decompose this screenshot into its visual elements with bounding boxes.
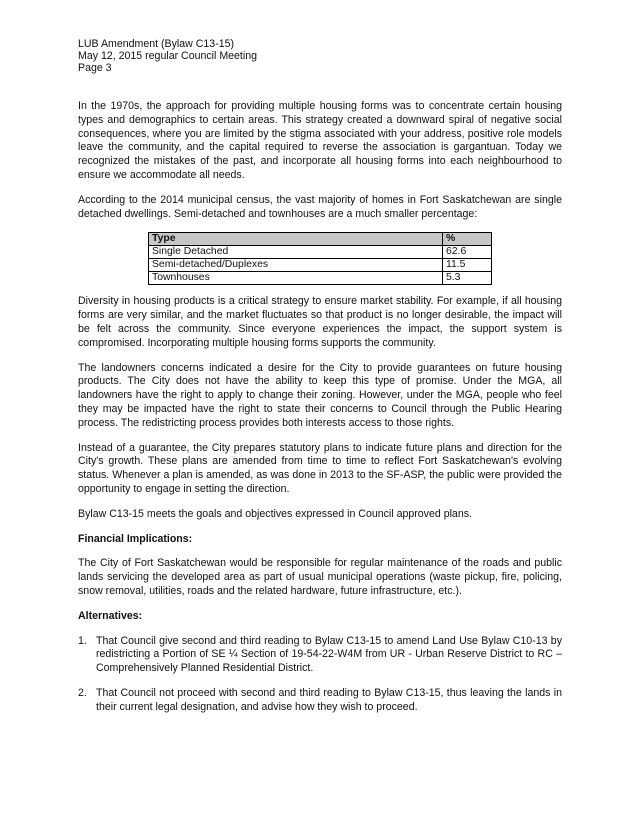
table-row [149, 272, 492, 285]
header-page-number: Page 3 [78, 62, 112, 75]
paragraph-diversity: Diversity in housing products is a critical strategy to ensure market stability. For example, if all housing forms are very similar, and the market fluctuates so that product is no longer desirable, the impact will be felt across the community. Since everyone experiences the impact, the support system is compromised. Incorporating multiple housing forms supports the community. [78, 295, 562, 349]
list-item [78, 635, 562, 676]
alternatives-list [78, 635, 562, 715]
financial-implications-heading: Financial Implications: [78, 532, 193, 545]
list-item-number: 1. [78, 634, 87, 647]
header-meeting: May 12, 2015 regular Council Meeting [78, 50, 258, 63]
paragraph-1970s-approach: In the 1970s, the approach for providing multiple housing forms was to concentrate certain housing types and demographics to certain areas. This strategy created a downward spiral of negative social consequences, where you are limited by the stigma associated with your address, positive role models leave the community, and the capital required to reverse the association is gargantuan. Today we recognized the mistakes of the past, and incorporate all housing forms into each neighbourhood to ensure we accommodate all needs. [78, 100, 562, 181]
paragraph-financial: The City of Fort Saskatchewan would be responsible for regular maintenance of the roads and public lands servicing the developed area as part of usual municipal operations (waste pickup, fire, policing, snow removal, utilities, roads and the related hardware, future infrastructure, etc.). [78, 557, 562, 597]
page-header [78, 38, 257, 75]
table-cell-percent: 5.3 [443, 272, 492, 285]
housing-table [148, 232, 492, 285]
document-body [78, 100, 562, 726]
list-item [78, 687, 562, 715]
alternatives-heading: Alternatives: [78, 609, 143, 622]
paragraph-census: According to the 2014 municipal census, the vast majority of homes in Fort Saskatchewan are single detached dwellings. Semi-detached and townhouses are a much smaller percentage: [78, 193, 562, 220]
list-item-text: That Council give second and third reading to Bylaw C13-15 to amend Land Use Bylaw C10-13 by redistricting a Portion of SE ¼ Section of 19-54-22-W4M from UR - Urban Reserve District to RC – Comprehensively Planned Residential District. [96, 634, 562, 675]
table-cell-percent: 11.5 [443, 259, 492, 272]
table-row [149, 246, 492, 259]
table-cell-type: Semi-detached/Duplexes [149, 259, 443, 272]
list-item-text: That Council not proceed with second and third reading to Bylaw C13-15, thus leaving the lands in their current legal designation, and advise how they wish to proceed. [96, 686, 562, 713]
list-item-number: 2. [78, 686, 87, 699]
table-header-type: Type [149, 233, 443, 246]
table-header-percent: % [443, 233, 492, 246]
table-cell-percent: 62.6 [443, 246, 492, 259]
paragraph-statutory-plans: Instead of a guarantee, the City prepares statutory plans to indicate future plans and direction for the City's growth. These plans are amended from time to time to reflect Fort Saskatchewan's evolving status. Whenever a plan is amended, as was done in 2013 to the SF-ASP, the public were provided the opportunity to engage in setting the direction. [78, 441, 562, 495]
table-cell-type: Townhouses [149, 272, 443, 285]
table-header-row [149, 233, 492, 246]
table-row [149, 259, 492, 272]
header-title: LUB Amendment (Bylaw C13-15) [78, 38, 235, 50]
paragraph-bylaw-goals: Bylaw C13-15 meets the goals and objectives expressed in Council approved plans. [78, 507, 472, 520]
paragraph-landowner-concerns: The landowners concerns indicated a desire for the City to provide guarantees on future housing products. The City does not have the ability to keep this type of promise. Under the MGA, all landowners have the right to apply to change their zoning. However, under the MGA, people who feel they may be impacted have the right to state their concerns to Council through the Public Hearing process. The redistricting process provides both interests access to those rights. [78, 361, 562, 429]
table-cell-type: Single Detached [149, 246, 443, 259]
